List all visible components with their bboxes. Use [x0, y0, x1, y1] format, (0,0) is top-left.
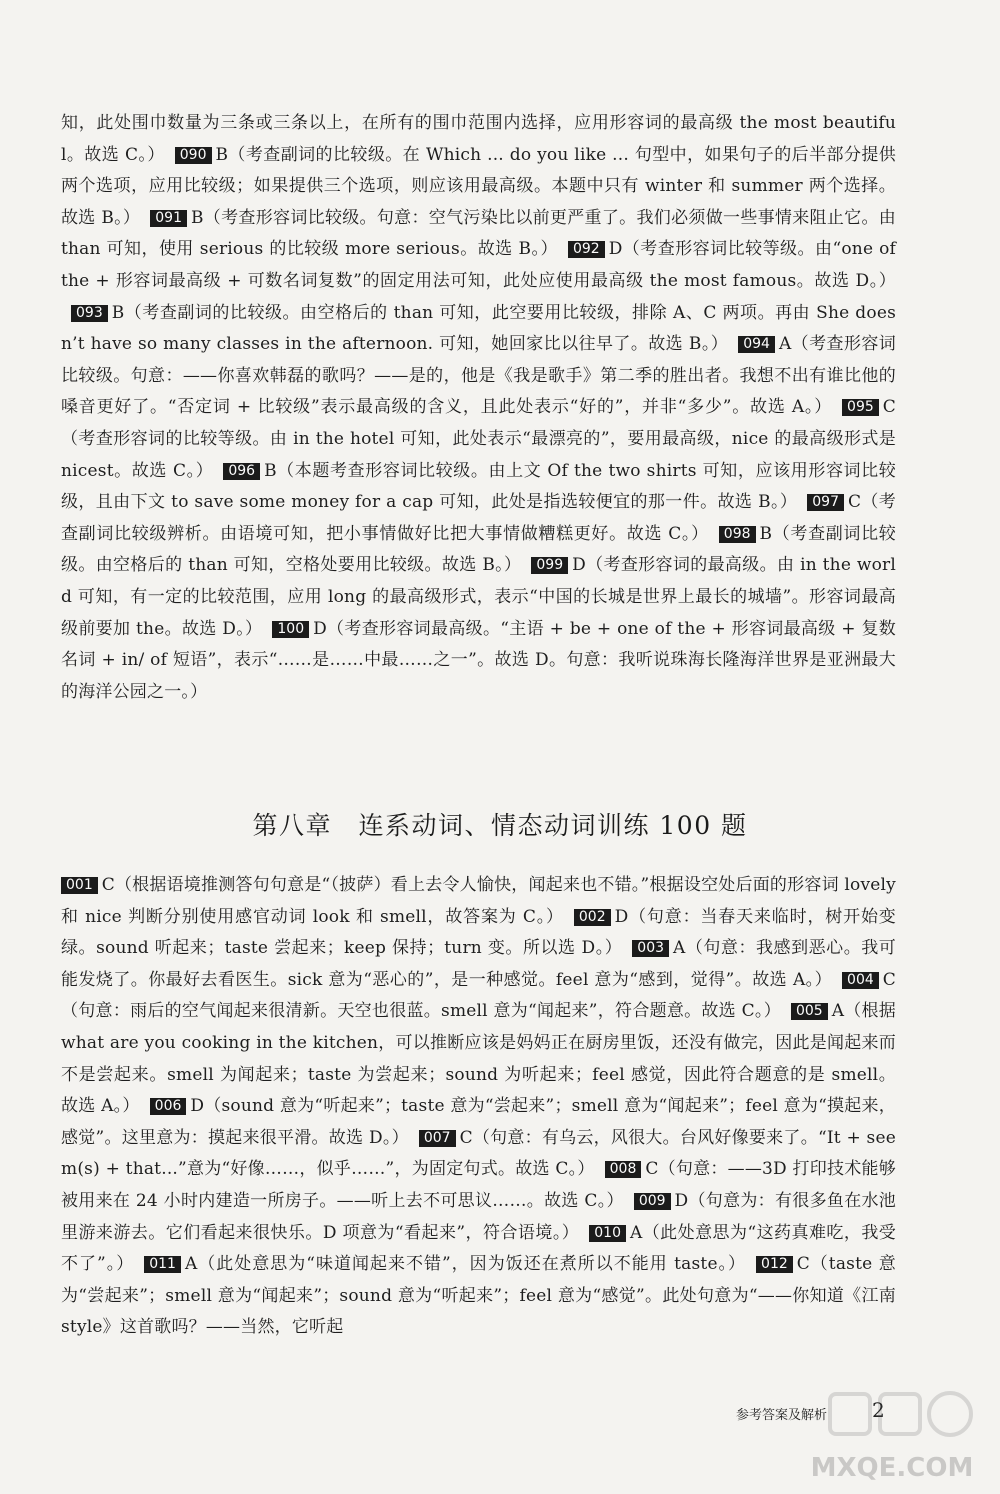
watermark-text: MXQE.COM [810, 1453, 974, 1483]
answer-text: D（句意为：有很多鱼在水池里游来游去。它们看起来很快乐。D 项意为“看起来”，符合语境。） [61, 1190, 896, 1243]
answer-text: B（考查形容词比较级。句意：空气污染比以前更严重了。我们必须做一些事情来阻止它。由 than 可知，使用 serious 的比较级 more serious。故选 B。） [61, 207, 896, 260]
question-number-badge: 006 [150, 1098, 187, 1115]
question-number-badge: 091 [150, 210, 187, 227]
question-number-badge: 099 [531, 557, 568, 574]
answer-text: A（此处意思为“这药真难吃，我受不了”。） [61, 1222, 896, 1275]
question-number-badge: 100 [272, 621, 309, 638]
answer-text: C（根据语境推测答句句意是“（披萨）看上去令人愉快，闻起来也不错。”根据设空处后面的形容词 lovely 和 nice 判断分别使用感官动词 look 和 smell，故答案为 C。） [61, 875, 896, 927]
answer-text: C（句意：雨后的空气闻起来很清新。天空也很蓝。smell 意为“闻起来”，符合题意。故选 C。） [61, 969, 896, 1022]
watermark-logo [790, 1380, 995, 1488]
question-number-badge: 003 [632, 940, 669, 957]
answer-text: 知，此处围巾数量为三条或三条以上，在所有的围巾范围内选择，应用形容词的最高级 the most beautiful。故选 C。） [61, 113, 896, 165]
question-number-badge: 008 [605, 1161, 642, 1178]
answer-text: D（考查形容词的最高级。由 in the world 可知，有一定的比较范围，应用 long 的最高级形式，表示“中国的长城是世界上最长的城墙”。形容词最高级前要加 the。故选 D。） [61, 555, 896, 639]
question-number-badge: 001 [61, 877, 98, 894]
answer-text: C（考查副词比较级辨析。由语境可知，把小事情做好比把大事情做糟糕更好。故选 C。） [61, 492, 896, 544]
question-number-badge: 098 [719, 526, 756, 543]
answer-text: B（考查副词比较级。由空格后的 than 可知，空格处要用比较级。故选 B。） [61, 523, 896, 576]
question-number-badge: 095 [842, 399, 879, 416]
answer-text: A（根据 what are you cooking in the kitchen，可以推断应该是妈妈正在厨房里饭，还没有做完，因此是闻起来而不是尝起来。smell 为闻起来；taste 为尝起来；sound 为听起来；feel 感觉，因此符合题意的是 smell。故选 A。） [61, 1001, 897, 1117]
question-number-badge: 093 [71, 305, 108, 322]
answer-text: A（考查形容词比较级。句意：——你喜欢韩磊的歌吗？——是的，他是《我是歌手》第二季的胜出者。我想不出有谁比他的嗓音更好了。“否定词 + 比较级”表示最高级的含义，且此处表示“好的”，并非“多少”。故选 A。） [61, 334, 896, 418]
question-number-badge: 011 [144, 1256, 181, 1273]
answer-text: C（句意：——3D 打印技术能够被用来在 24 小时内建造一所房子。——听上去不可思议……。故选 C。） [61, 1159, 896, 1211]
answer-text: D（sound 意为“听起来”；taste 意为“尝起来”；smell 意为“闻起来”；feel 意为“摸起来，感觉”。这里意为：摸起来很平滑。故选 D。） [61, 1096, 896, 1148]
question-number-badge: 005 [791, 1003, 828, 1020]
answer-text: C（taste 意为“尝起来”；smell 意为“闻起来”；sound 意为“听起来”；feel 意为“感觉”。此处句意为“——你知道《江南 style》这首歌吗？——当然，它听起 [61, 1254, 896, 1338]
question-number-badge: 096 [223, 463, 260, 480]
answer-paragraph-top [61, 108, 896, 708]
answer-text: D（考查形容词最高级。“主语 + be + one of the + 形容词最高级 + 复数名词 + in/ of 短语”，表示“……是……中最……之一”。故选 D。句意：我听说珠海长隆海洋世界是亚洲最大的海洋公园之一。） [61, 618, 896, 702]
question-number-badge: 097 [807, 494, 844, 511]
answer-text: D（考查形容词比较等级。由“one of the + 形容词最高级 + 可数名词复数”的固定用法可知，此处应使用最高级 the most famous。故选 D。） [61, 239, 897, 291]
question-number-badge: 092 [568, 241, 605, 258]
question-number-badge: 090 [175, 147, 212, 164]
answer-paragraph-bottom [61, 870, 896, 1344]
answer-text: A（此处意思为“味道闻起来不错”，因为饭还在煮所以不能用 taste。） [184, 1254, 747, 1275]
answer-text: B（本题考查形容词比较级。由上文 Of the two shirts 可知，应该用形容词比较级，且由下文 to save some money for a cap 可知，此处是指选较便宜的那一件。故选 B。） [61, 460, 896, 513]
question-number-badge: 002 [574, 909, 611, 926]
question-number-badge: 094 [738, 336, 775, 353]
answer-text: B（考查副词的比较级。由空格后的 than 可知，此空要用比较级，排除 A、C 两项。再由 She doesn’t have so many classes in the afternoon. 可知，她回家比以往早了。故选 B。） [61, 302, 896, 355]
question-number-badge: 009 [634, 1193, 671, 1210]
watermark-logo-icon [830, 1393, 971, 1435]
answer-text: C（考查形容词的比较等级。由 in the hotel 可知，此处表示“最漂亮的”，要用最高级，nice 的最高级形式是 nicest。故选 C。） [61, 397, 896, 481]
question-number-badge: 004 [842, 972, 879, 989]
answer-text: A（句意：我感到恶心。我可能发烧了。你最好去看医生。sick 意为“恶心的”，是一种感觉。feel 意为“感到，觉得”。故选 A。） [61, 938, 896, 990]
answer-text: B（考查副词的比较级。在 Which ... do you like ... 句型中，如果句子的后半部分提供两个选项，应用比较级；如果提供三个选项，则应该用最高级。本题中只有 winter 和 summer 两个选择。故选 B。） [61, 144, 896, 228]
question-number-badge: 010 [589, 1225, 626, 1242]
answer-text: C（句意：有乌云，风很大。台风好像要来了。“It + seem(s) + that...”意为“好像……，似乎……”，为固定句式。故选 C。） [61, 1127, 896, 1180]
chapter-title: 第八章 连系动词、情态动词训练 100 题 [252, 811, 748, 840]
question-number-badge: 012 [756, 1256, 793, 1273]
answer-text: D（句意：当春天来临时，树开始变绿。sound 听起来；taste 尝起来；keep 保持；turn 变。所以选 D。） [61, 906, 896, 959]
question-number-badge: 007 [419, 1130, 456, 1147]
footer-label: 参考答案及解析 [736, 1408, 828, 1423]
page-number: 2 [872, 1398, 885, 1422]
